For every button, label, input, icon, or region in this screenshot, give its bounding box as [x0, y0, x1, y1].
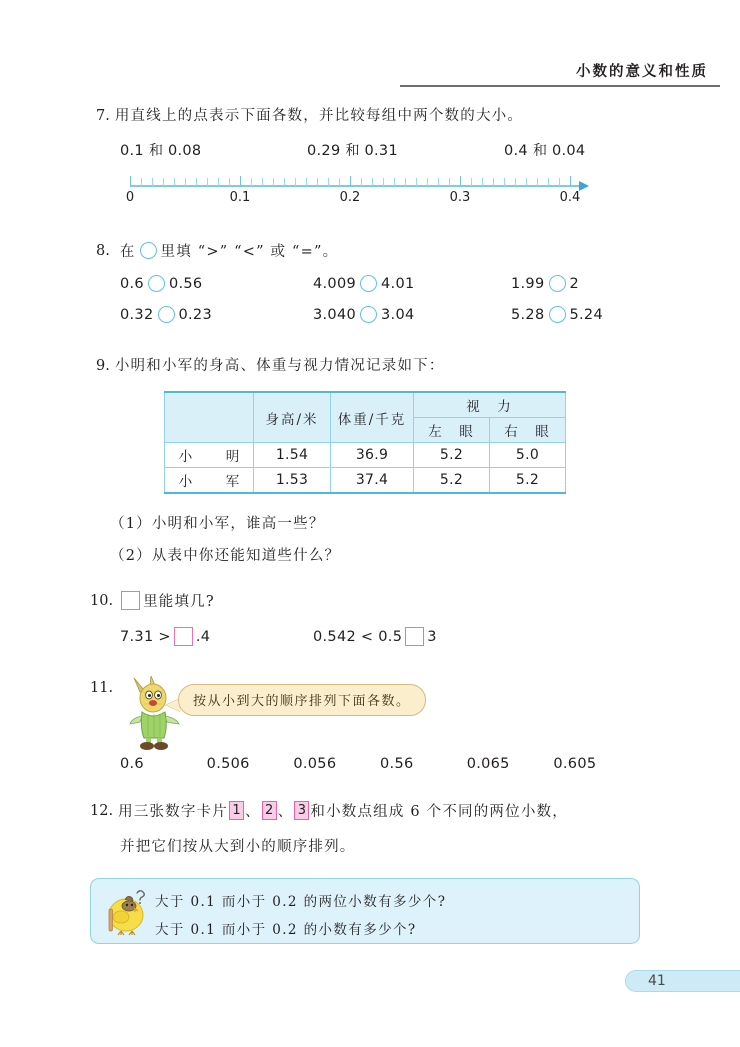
number-line [125, 178, 590, 210]
pair-3-a: 0.4 [504, 143, 528, 159]
number-line-label: 0.4 [559, 190, 581, 205]
expression-2-after: 3 [427, 628, 437, 645]
problem-8-stem-before: 在 [119, 244, 136, 260]
tick-minor [207, 178, 208, 186]
problem-12 [0, 800, 740, 856]
problem-12-line-1 [90, 800, 740, 821]
comparison-1-left: 0.6 [120, 275, 144, 292]
problem-7-pairs [120, 140, 740, 162]
header-divider [400, 85, 720, 87]
problem-10-number: 10. [90, 592, 114, 609]
row-2-right-eye: 5.2 [490, 468, 566, 494]
tick-minor [218, 178, 219, 186]
tick-major [130, 176, 131, 186]
tick-minor [262, 178, 263, 186]
expression-1 [120, 627, 210, 646]
problem-10-stem-after: 里能填几? [143, 594, 215, 610]
problem-12-line-2: 并把它们按从大到小的顺序排列。 [120, 839, 356, 855]
problem-9-subquestion-2: （2）从表中你还能知道些什么？ [110, 548, 341, 564]
comparison-5 [313, 306, 415, 323]
expression-1-before: 7.31 > [120, 628, 171, 645]
tick-major [570, 176, 571, 186]
problem-11-number: 11. [90, 680, 114, 696]
problem-9-subquestion-1: （1）小明和小军，谁高一些？ [110, 516, 325, 532]
tick-major [460, 176, 461, 186]
tick-minor [449, 178, 450, 186]
problem-10 [0, 590, 740, 653]
problem-8-rows [120, 275, 740, 337]
number-line-arrow-icon [579, 181, 589, 191]
page-number: 41 [648, 973, 666, 989]
table-row [165, 443, 566, 468]
speech-bubble: 按从小到大的顺序排列下面各数。 [178, 684, 426, 716]
problem-8 [0, 240, 740, 337]
problem-7-stem [96, 104, 740, 125]
table-corner-cell [165, 392, 254, 443]
problem-7-number: 7. [96, 108, 110, 124]
tick-minor [317, 178, 318, 186]
tick-minor [185, 178, 186, 186]
problem-7-pair-2 [307, 140, 398, 160]
problem-9-stem [96, 354, 740, 375]
list-item: 0.6 [120, 756, 144, 772]
tick-major [350, 176, 351, 186]
list-item: 0.056 [293, 756, 337, 772]
comparison-3-left: 1.99 [511, 275, 545, 292]
row-2-height: 1.53 [254, 468, 331, 494]
table-col-weight: 体重/千克 [331, 392, 414, 443]
circle-blank-stem[interactable] [140, 242, 157, 259]
tick-minor [548, 178, 549, 186]
table-header-row-1 [165, 392, 566, 418]
problem-10-expressions [120, 627, 740, 653]
row-1-weight: 36.9 [331, 443, 414, 468]
problem-7-pair-3 [504, 140, 585, 160]
comparison-6-left: 5.28 [511, 306, 545, 323]
problem-9 [0, 354, 740, 576]
tick-minor [361, 178, 362, 186]
expression-2-before: 0.542 < 0.5 [313, 628, 403, 645]
circle-blank-6[interactable] [549, 306, 566, 323]
tick-minor [559, 178, 560, 186]
tick-minor [504, 178, 505, 186]
student-data-table [164, 391, 566, 494]
tick-minor [471, 178, 472, 186]
tick-minor [196, 178, 197, 186]
pair-1-a: 0.1 [120, 143, 144, 159]
comparison-3-right: 2 [569, 275, 580, 292]
problem-12-text-a: 用三张数字卡片 [118, 804, 228, 820]
digit-card-2[interactable]: 2 [262, 801, 277, 820]
problem-9-number: 9. [96, 358, 110, 374]
corn-character-icon [124, 676, 186, 752]
pair-1-b: 0.08 [167, 143, 202, 159]
thinking-question-2: 大于 0.1 而小于 0.2 的小数有多少个? [155, 922, 417, 938]
problem-9-stem-text: 小明和小军的身高、体重与视力情况记录如下： [114, 358, 445, 374]
tick-minor [438, 178, 439, 186]
tick-minor [306, 178, 307, 186]
comparison-3 [511, 275, 579, 292]
pair-2-b: 0.31 [364, 143, 398, 159]
problem-12-sep-1: 、 [244, 804, 261, 820]
tick-minor [251, 178, 252, 186]
number-line-label: 0 [125, 190, 135, 205]
circle-blank-5[interactable] [360, 306, 377, 323]
problem-10-stem [90, 590, 740, 611]
tick-minor [405, 178, 406, 186]
tick-minor [229, 178, 230, 186]
comparison-6 [511, 306, 603, 323]
problem-7-stem-text: 用直线上的点表示下面各数，并比较每组中两个数的大小。 [114, 108, 524, 124]
circle-blank-3[interactable] [549, 275, 566, 292]
chick-character-icon [101, 887, 153, 937]
digit-card-1[interactable]: 1 [229, 801, 244, 820]
table-col-height: 身高/米 [254, 392, 331, 443]
list-item: 0.065 [466, 756, 510, 772]
pair-2-conj: 和 [345, 143, 360, 159]
comparison-1 [120, 275, 202, 292]
comparison-2 [313, 275, 415, 292]
number-line-label: 0.3 [449, 190, 471, 205]
page-number-pill [625, 970, 740, 992]
problem-9-subquestions [110, 512, 740, 565]
row-2-name: 小 军 [165, 468, 254, 494]
tick-minor [526, 178, 527, 186]
row-1-left-eye: 5.2 [414, 443, 490, 468]
row-1-right-eye: 5.0 [490, 443, 566, 468]
comparison-5-right: 3.04 [381, 306, 415, 323]
table-col-left-eye: 左 眼 [414, 418, 490, 443]
tick-major [240, 176, 241, 186]
pair-1-conj: 和 [148, 143, 163, 159]
expression-1-after: .4 [195, 628, 211, 645]
thinking-box-text [155, 890, 446, 946]
tick-minor [416, 178, 417, 186]
tick-minor [515, 178, 516, 186]
tick-minor [273, 178, 274, 186]
comparison-6-right: 5.24 [569, 306, 603, 323]
box-blank-stem[interactable] [121, 591, 140, 610]
list-item: 0.605 [553, 756, 597, 772]
comparison-5-left: 3.040 [313, 306, 357, 323]
pair-3-b: 0.04 [551, 143, 586, 159]
tick-minor [174, 178, 175, 186]
tick-minor [163, 178, 164, 186]
thinking-question-1: 大于 0.1 而小于 0.2 的两位小数有多少个? [155, 894, 447, 910]
tick-minor [295, 178, 296, 186]
number-line-label: 0.2 [339, 190, 361, 205]
pair-2-a: 0.29 [307, 143, 341, 159]
circle-blank-2[interactable] [360, 275, 377, 292]
tick-minor [372, 178, 373, 186]
comparison-1-right: 0.56 [168, 275, 203, 292]
comparison-4 [120, 306, 212, 323]
digit-card-3[interactable]: 3 [294, 801, 309, 820]
table-col-right-eye: 右 眼 [490, 418, 566, 443]
tick-minor [328, 178, 329, 186]
box-blank-expr-2[interactable] [405, 627, 424, 646]
chapter-header [420, 60, 720, 87]
table-group-vision: 视 力 [414, 392, 566, 418]
table-row [165, 468, 566, 494]
comparison-4-right: 0.23 [178, 306, 212, 323]
expression-2 [313, 627, 437, 646]
problem-7-pair-1 [120, 140, 201, 160]
problem-7 [0, 104, 740, 162]
list-item: 0.56 [380, 756, 414, 772]
row-2-left-eye: 5.2 [414, 468, 490, 494]
chapter-title: 小数的意义和性质 [576, 63, 708, 80]
tick-minor [482, 178, 483, 186]
tick-minor [152, 178, 153, 186]
tick-minor [383, 178, 384, 186]
list-item: 0.506 [206, 756, 250, 772]
row-2-weight: 37.4 [331, 468, 414, 494]
problem-12-sep-2: 、 [277, 804, 294, 820]
tick-minor [427, 178, 428, 186]
problem-8-row-1 [120, 275, 740, 306]
tick-minor [493, 178, 494, 186]
problem-8-stem-after: 里填 “>” “<” 或 “=”。 [160, 244, 339, 260]
problem-12-number: 12. [90, 802, 114, 819]
problem-8-number: 8. [96, 242, 110, 259]
box-blank-expr-1[interactable] [174, 627, 193, 646]
pair-3-conj: 和 [532, 143, 547, 159]
comparison-2-right: 4.01 [381, 275, 415, 292]
comparison-2-left: 4.009 [313, 275, 357, 292]
tick-minor [284, 178, 285, 186]
tick-minor [339, 178, 340, 186]
thinking-box [90, 878, 640, 944]
problem-11-number-list [120, 756, 640, 772]
circle-blank-4[interactable] [158, 306, 175, 323]
row-1-name: 小 明 [165, 443, 254, 468]
tick-minor [141, 178, 142, 186]
problem-8-stem [96, 240, 740, 261]
problem-12-text-b: 和小数点组成 6 个不同的两位小数， [310, 804, 568, 820]
row-1-height: 1.54 [254, 443, 331, 468]
tick-minor [394, 178, 395, 186]
problem-8-row-2 [120, 306, 740, 337]
tick-minor [537, 178, 538, 186]
circle-blank-1[interactable] [148, 275, 165, 292]
number-line-label: 0.1 [229, 190, 251, 205]
comparison-4-left: 0.32 [120, 306, 154, 323]
